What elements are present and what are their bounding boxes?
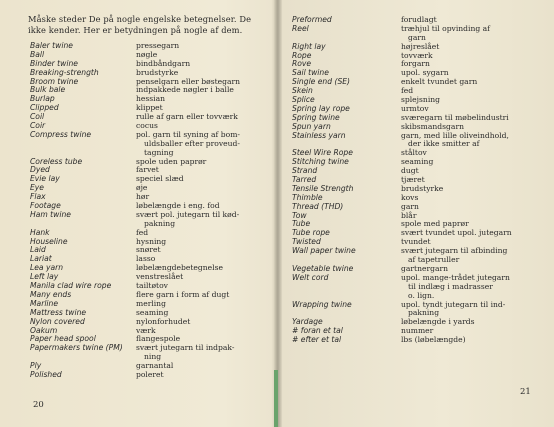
glossary-definition: klippet xyxy=(136,103,163,113)
glossary-definition: enkelt tvundet garn xyxy=(401,77,478,87)
glossary-definition: svært pol. jutegarn til kød- xyxy=(136,209,240,219)
glossary-term: Many ends xyxy=(30,289,72,299)
glossary-definition: poleret xyxy=(136,369,164,379)
glossary-definition: tvundet xyxy=(401,237,431,247)
glossary-definition: tagning xyxy=(144,147,174,157)
glossary-term: Mattress twine xyxy=(30,307,87,317)
glossary-definition: garn xyxy=(401,201,419,211)
glossary-term: Flax xyxy=(30,192,46,202)
glossary-definition: splejsning xyxy=(401,95,441,105)
glossary-definition: spole uden paprør xyxy=(136,156,207,166)
glossary-term: Binder twine xyxy=(30,58,78,68)
glossary-definition: brudstyrke xyxy=(401,183,444,193)
glossary-term: Stitching twine xyxy=(292,157,349,167)
glossary-term: Manila clad wire rope xyxy=(30,281,112,291)
glossary-term: Houseline xyxy=(30,236,68,246)
glossary-definition: rulle af garn eller tovværk xyxy=(136,112,238,122)
glossary-definition: snøret xyxy=(136,245,161,255)
glossary-definition: upol. mange-trådet jutegarn xyxy=(401,272,510,282)
glossary-term: Twisted xyxy=(292,237,321,247)
glossary-definition: svært jutegarn til indpak- xyxy=(136,343,235,353)
glossary-term: Strand xyxy=(292,166,318,176)
glossary-definition: merling xyxy=(136,298,166,308)
glossary-term: Hank xyxy=(30,227,50,237)
glossary-definition: indpakkede nøgler i balle xyxy=(136,85,234,95)
glossary-term: Thread (THD) xyxy=(292,201,344,211)
glossary-definition: garnantal xyxy=(136,361,174,371)
glossary-term: Coreless tube xyxy=(30,156,83,166)
glossary-term: Ball xyxy=(30,49,45,59)
glossary-term: Splice xyxy=(292,95,315,105)
glossary-definition: brudstyrke xyxy=(136,67,179,77)
glossary-definition: forgarn xyxy=(401,59,430,69)
glossary-definition: nøgle xyxy=(136,49,158,59)
glossary-definition: tailtøtov xyxy=(136,281,168,291)
glossary-definition: pakning xyxy=(408,308,440,318)
glossary-definition: urmtov xyxy=(401,103,429,113)
glossary-term: Breaking-strength xyxy=(30,67,99,77)
glossary-term: Tensile Strength xyxy=(292,183,354,193)
glossary-term: Sail twine xyxy=(292,68,329,78)
glossary-definition: dugt xyxy=(401,166,419,176)
left-page xyxy=(0,0,276,427)
glossary-term: Wall paper twine xyxy=(292,246,356,256)
glossary-definition: garn xyxy=(408,32,426,42)
glossary-term: Tow xyxy=(292,210,307,220)
glossary-definition: lbs (løbelængde) xyxy=(401,335,466,345)
glossary-definition: sværegarn til møbelindustri xyxy=(401,112,509,122)
glossary-definition: svært tvundet upol. jutegarn xyxy=(401,228,512,238)
glossary-definition: højreslået xyxy=(401,41,440,51)
glossary-term: Vegetable twine xyxy=(292,263,354,273)
glossary-definition: venstreslået xyxy=(136,272,184,282)
glossary-definition: fed xyxy=(136,227,149,237)
glossary-definition: pressegarn xyxy=(136,41,180,50)
glossary-definition: nummer xyxy=(401,326,434,336)
glossary-term: Baler twine xyxy=(30,41,73,50)
glossary-definition: pakning xyxy=(144,218,176,228)
glossary-definition: o. lign. xyxy=(408,290,435,300)
glossary-row xyxy=(30,371,276,380)
glossary-term: Rove xyxy=(292,59,312,69)
glossary-definition: øje xyxy=(136,183,148,193)
glossary-definition: skibsmandsgarn xyxy=(401,121,464,131)
glossary-definition: af tapetruller xyxy=(408,255,460,265)
glossary-term: Single end (SE) xyxy=(292,77,351,87)
glossary-term: Reel xyxy=(292,23,309,33)
glossary-definition: værk xyxy=(136,325,156,335)
glossary-term: Ham twine xyxy=(30,209,71,219)
glossary-term: Footage xyxy=(30,201,61,211)
glossary-term: Wrapping twine xyxy=(292,299,352,309)
glossary-term: Lea yarn xyxy=(30,263,64,273)
glossary-definition: lasso xyxy=(136,254,156,264)
glossary-definition: flere garn i form af dugt xyxy=(136,289,230,299)
glossary-definition: cocus xyxy=(136,121,158,131)
glossary-definition: upol. tyndt jutegarn til ind- xyxy=(401,299,506,309)
glossary-term: Tube xyxy=(292,219,311,229)
glossary-term: Spring twine xyxy=(292,112,340,122)
glossary-term: Burlap xyxy=(30,94,55,104)
glossary-definition: pol. garn til syning af bom- xyxy=(136,129,240,139)
glossary-term: Spring lay rope xyxy=(292,103,350,113)
glossary-definition: løbelængde i yards xyxy=(401,317,475,327)
glossary-term: Right lay xyxy=(292,41,326,51)
glossary-term: Laid xyxy=(30,245,46,255)
glossary-definition: speciel slæd xyxy=(136,174,184,184)
glossary-term: Tube rope xyxy=(292,228,330,238)
glossary-term: Preformed xyxy=(292,15,332,24)
glossary-term: Eye xyxy=(30,183,44,193)
glossary-list-right xyxy=(292,16,554,345)
glossary-term: Compress twine xyxy=(30,129,92,139)
glossary-definition: løbelængdebetegnelse xyxy=(136,263,223,273)
glossary-term: Papermakers twine (PM) xyxy=(30,343,123,353)
page-number-left: 20 xyxy=(33,400,44,410)
glossary-term: # efter et tal xyxy=(292,335,342,345)
glossary-definition: der ikke smitter af xyxy=(408,139,480,149)
page-number-right: 21 xyxy=(520,387,531,397)
glossary-row xyxy=(292,78,554,87)
glossary-definition: penselgarn eller bøstegarn xyxy=(136,76,241,86)
glossary-list-left xyxy=(30,42,276,380)
glossary-definition: bindbåndgarn xyxy=(136,58,191,68)
glossary-definition: hessian xyxy=(136,94,166,104)
glossary-definition: upol. sygarn xyxy=(401,68,449,78)
glossary-definition: ståltov xyxy=(401,148,427,158)
glossary-row xyxy=(292,185,554,194)
glossary-row xyxy=(292,158,554,167)
glossary-term: Tarred xyxy=(292,175,317,185)
glossary-definition: blår xyxy=(401,210,417,220)
glossary-row xyxy=(30,175,276,184)
glossary-term: Thimble xyxy=(292,192,323,202)
glossary-definition: seaming xyxy=(401,157,434,167)
glossary-row xyxy=(292,336,554,345)
glossary-term: Polished xyxy=(30,369,62,379)
glossary-term: Welt cord xyxy=(292,272,329,282)
glossary-term: Left lay xyxy=(30,272,59,282)
glossary-term: Skein xyxy=(292,86,313,96)
glossary-row xyxy=(30,220,276,229)
glossary-term: Coil xyxy=(30,112,45,122)
right-page xyxy=(280,0,554,427)
glossary-term: Paper head spool xyxy=(30,334,96,344)
glossary-term: Clipped xyxy=(30,103,59,113)
glossary-definition: seaming xyxy=(136,307,169,317)
intro-paragraph: Måske steder De på nogle engelske betegnelser. De ikke kender. Her er betydningen på nogle af dem. xyxy=(28,14,252,35)
glossary-definition: forudlagt xyxy=(401,15,437,24)
glossary-definition: gartnergarn xyxy=(401,263,448,273)
glossary-definition: svært jutegarn til afbinding xyxy=(401,246,508,256)
glossary-term: Evie lay xyxy=(30,174,60,184)
glossary-term: Marline xyxy=(30,298,59,308)
glossary-term: Broom twine xyxy=(30,76,79,86)
glossary-definition: garn, med lille oliveindhold, xyxy=(401,130,509,140)
glossary-term: # foran et tal xyxy=(292,326,343,336)
glossary-row xyxy=(292,203,554,212)
glossary-term: Steel Wire Rope xyxy=(292,148,353,158)
glossary-definition: uldsballer efter proveud- xyxy=(144,138,240,148)
glossary-term: Oakum xyxy=(30,325,58,335)
glossary-term: Rope xyxy=(292,50,312,60)
glossary-definition: nylonforhudet xyxy=(136,316,191,326)
glossary-term: Spun yarn xyxy=(292,121,331,131)
glossary-definition: løbelængde i eng. fod xyxy=(136,201,220,211)
glossary-term: Lariat xyxy=(30,254,52,264)
glossary-definition: hør xyxy=(136,192,150,202)
glossary-definition: fed xyxy=(401,86,414,96)
glossary-definition: til indlæg i madrasser xyxy=(408,281,493,291)
glossary-term: Bulk bale xyxy=(30,85,66,95)
glossary-definition: flangespole xyxy=(136,334,181,344)
glossary-definition: hysning xyxy=(136,236,167,246)
glossary-definition: spole med paprør xyxy=(401,219,469,229)
glossary-term: Nylon covered xyxy=(30,316,85,326)
glossary-definition: træhjul til opvinding af xyxy=(401,23,490,33)
glossary-definition: tovværk xyxy=(401,50,433,60)
glossary-term: Coir xyxy=(30,121,46,131)
glossary-definition: tjæret xyxy=(401,175,425,185)
glossary-row xyxy=(30,184,276,193)
glossary-term: Dyed xyxy=(30,165,50,175)
glossary-term: Yardage xyxy=(292,317,323,327)
glossary-definition: kovs xyxy=(401,192,419,202)
glossary-term: Stainless yarn xyxy=(292,130,346,140)
glossary-definition: ning xyxy=(144,352,162,362)
glossary-term: Ply xyxy=(30,361,42,371)
glossary-definition: farvet xyxy=(136,165,159,175)
